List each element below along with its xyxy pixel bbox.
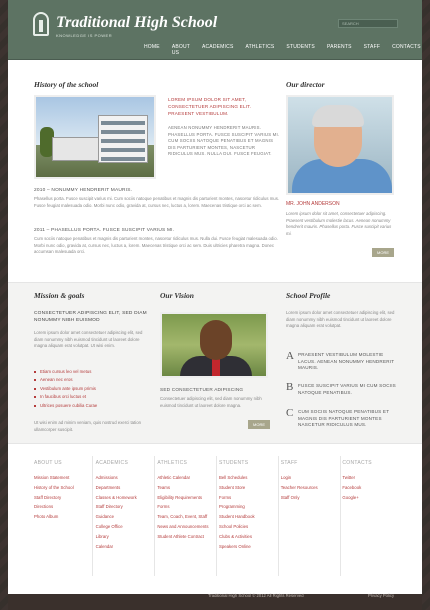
- footer-link[interactable]: Guidance: [95, 514, 115, 520]
- footer-link[interactable]: Eligibility Requirements: [157, 494, 203, 500]
- footer-link[interactable]: Admissions: [95, 475, 118, 480]
- history-lead: LOREM IPSUM DOLOR SIT AMET, CONSECTETUER ADIPISCING ELIT. PRAESENT VESTIBULUM.: [168, 97, 252, 116]
- footer-link[interactable]: Forms: [219, 494, 232, 500]
- site-header: [8, 0, 422, 60]
- footer-link[interactable]: Team, Coach, Event, Staff: [157, 514, 208, 520]
- mission-text: Lorem ipsum dolor amet consectetuer adipiscing elit, sed diam nonummy nibh euismod tincidunt ut laoreet dolore magna aliquam erat volutpat. Ut wisi enim.: [34, 330, 143, 349]
- footer-link[interactable]: History of the School: [34, 484, 74, 490]
- footer-col-about: [34, 460, 96, 551]
- footer-link[interactable]: Forms: [157, 504, 170, 510]
- news-text-2011: Cum sociis natoque penatibus et magnis dis parturient montes, nascetur ridiculus mus. Nulla dui. Fusce feugiat malesuada odio. Morbi nunc odio, gravida at, cursus nec, luctus a, lorem. Maecenas tristique orci ac sem. Duis ultricies pharetra magna. Donec accumsan malesuada orci.: [34, 236, 278, 255]
- nav-parents[interactable]: PARENTS: [326, 44, 352, 50]
- footer-col-title: STAFF: [280, 460, 298, 466]
- footer-link[interactable]: Twitter: [342, 475, 356, 480]
- footer-link[interactable]: Programming: [219, 504, 245, 510]
- site-slogan: KNOWLEDGE IS POWER: [56, 33, 113, 38]
- mission-list-item[interactable]: Aenean nec eros: [34, 376, 97, 384]
- footer-link[interactable]: Student Store: [219, 484, 246, 490]
- footer-link[interactable]: Speakers Online: [219, 543, 251, 549]
- mission-title: Mission & goals: [34, 291, 85, 300]
- news-heading-2011[interactable]: 2011 – PHASELLUS PORTA. FUSCE SUSCIPIT VARIUS MI.: [34, 228, 175, 233]
- footer-link[interactable]: Mission Statement: [34, 475, 70, 480]
- mission-list-item[interactable]: In faucibus orci luctus et: [34, 393, 97, 401]
- profile-letter: A: [286, 350, 294, 362]
- nav-athletics[interactable]: ATHLETICS: [245, 44, 275, 50]
- footer-link[interactable]: Teacher Resources: [280, 484, 318, 490]
- footer-link[interactable]: Login: [280, 475, 292, 480]
- footer-link[interactable]: Bell Schedules: [219, 475, 248, 480]
- profile-title: School Profile: [286, 291, 331, 300]
- school-building-image: [34, 95, 156, 179]
- footer-col-title: ACADEMICS: [95, 460, 129, 466]
- footer-col-academics: [96, 460, 158, 551]
- news-heading-2010[interactable]: 2010 – NONUMMY HENDRERIT MAURIS.: [34, 188, 133, 193]
- footer-link[interactable]: News and Announcements: [157, 523, 209, 529]
- building-tower-shape: [98, 115, 148, 163]
- footer-link[interactable]: Staff Only: [280, 494, 300, 500]
- vision-heading: SED CONSECTETUER ADIPISCING: [160, 387, 244, 392]
- footer-link[interactable]: Staff Directory: [34, 494, 62, 500]
- mission-heading: CONSECTETUER ADIPISCING ELIT, SED DIAM NONUMMY NIBH EUISMOD: [34, 311, 147, 323]
- nav-staff[interactable]: STAFF: [363, 44, 381, 50]
- profile-item-text: PRAESENT VESTIBULUM MOLESTIE LACUS. AENEAN NONUMMY HENDRERIT MAURIS.: [298, 352, 395, 371]
- director-text: Lorem ipsum dolor sit amet, consectetuer adipiscing. Praesent vestibulum molestie lacus. Aenean nonummy hendrerit mauris. Phasellus porta. Fusce suscipit varius mi.: [286, 211, 392, 236]
- footer-col-title: CONTACTS: [342, 460, 372, 466]
- footer-col-title: ABOUT US: [34, 460, 62, 466]
- vision-more-button[interactable]: MORE: [248, 420, 270, 429]
- footer-link[interactable]: Staff Directory: [95, 504, 123, 510]
- profile-item-text: FUSCE SUSCIPIT VARIUS MI CUM SOCIIS NATOQUE PENATIBUS.: [298, 383, 396, 395]
- mission-list-item[interactable]: Etiam cursus leo vel metus: [34, 368, 97, 376]
- privacy-policy-link[interactable]: Privacy Policy: [368, 593, 395, 598]
- profile-item-text: CUM SOCIIS NATOQUE PENATIBUS ET MAGNIS DIS PARTURIENT MONTES NASCETUR RIDICULUS MUS.: [298, 409, 390, 428]
- profile-text: Lorem ipsum dolor amet consectetuer adipiscing elit, sed diam nonummy nibh euismod tincidunt ut laoreet dolore magna aliquam erat volutpat.: [286, 310, 395, 329]
- news-text-2010: Phasellus porta. Fusce suscipit varius mi. Cum sociis natoque penatibus et magnis dis parturient montes, nascetur ridiculus mus. Fusce feugiat malesuada odio. Morbi nunc odio, gravida at, cursus nec, luctus a, lorem. Maecenas tristique orci ac sem.: [34, 196, 280, 208]
- school-logo-icon[interactable]: [33, 12, 49, 36]
- director-photo: [286, 95, 394, 195]
- director-name[interactable]: MR. JOHN ANDERSON: [286, 201, 340, 207]
- mission-list-item[interactable]: Vestibulum ante ipsum primis: [34, 385, 97, 393]
- footer-link[interactable]: Facebook: [342, 484, 362, 490]
- footer-col-contacts: [342, 460, 404, 551]
- history-intro: AENEAN NONUMMY HENDRERIT MAURIS. PHASELLUS PORTA. FUSCE SUSCIPIT VARIUS MI. CUM SOCIIS NATOQUE PENATIBUS ET MAGNIS DIS PARTURIENT MONTES, NASCETUR RIDICULUS MUS. NULLA DUI. FUSCE FEUGIAT.: [168, 125, 280, 157]
- mission-list-item[interactable]: Ultrices posuere cubilia Curae: [34, 402, 97, 410]
- footer-link[interactable]: Photo Album: [34, 514, 59, 520]
- footer-col-athletics: [157, 460, 219, 551]
- footer-link[interactable]: Google+: [342, 494, 359, 500]
- director-title: Our director: [286, 80, 325, 89]
- nav-home[interactable]: HOME: [144, 44, 160, 50]
- site-title[interactable]: Traditional High School: [56, 14, 218, 31]
- footer-link[interactable]: Athletic Calendar: [157, 475, 191, 480]
- footer-link[interactable]: Clubs & Activities: [219, 533, 252, 539]
- footer-link[interactable]: Departments: [95, 484, 121, 490]
- main-nav: [138, 44, 422, 56]
- footer-link[interactable]: Library: [95, 533, 109, 539]
- profile-letter: C: [286, 407, 294, 419]
- footer-col-students: [219, 460, 281, 551]
- footer-link[interactable]: Calendar: [95, 543, 114, 549]
- footer-col-title: ATHLETICS: [157, 460, 188, 466]
- mission-footer-text: Ut wisi enim ad minim veniam, quis nostrud exerci tation ullamcorper suscipit.: [34, 420, 141, 432]
- vision-title: Our Vision: [160, 291, 194, 300]
- building-wing-shape: [52, 137, 102, 161]
- copyright-text: Traditional High School © 2012 All Rights Reserved: [208, 593, 304, 598]
- footer-columns: [34, 460, 404, 551]
- page-container: [8, 0, 422, 594]
- footer-link[interactable]: Student Athlete Contract: [157, 533, 204, 539]
- history-title: History of the school: [34, 80, 99, 89]
- footer-col-title: STUDENTS: [219, 460, 249, 466]
- director-more-button[interactable]: MORE: [372, 248, 394, 257]
- footer-link[interactable]: Directions: [34, 504, 54, 510]
- vision-photo: [160, 312, 268, 378]
- footer-link[interactable]: Student Handbook: [219, 514, 255, 520]
- bottom-bar: [8, 594, 422, 610]
- footer-link[interactable]: Classes & Homework: [95, 494, 137, 500]
- profile-letter: B: [286, 381, 294, 393]
- nav-contacts[interactable]: CONTACTS: [392, 44, 421, 50]
- footer-col-staff: [281, 460, 343, 551]
- nav-academics[interactable]: ACADEMICS: [201, 44, 234, 50]
- footer-link[interactable]: Teams: [157, 484, 170, 490]
- nav-students[interactable]: STUDENTS: [286, 44, 315, 50]
- footer-link[interactable]: School Policies: [219, 523, 249, 529]
- search-input[interactable]: SEARCH: [338, 19, 398, 28]
- footer-link[interactable]: College Office: [95, 523, 123, 529]
- mission-list: [34, 368, 97, 410]
- vision-text: Consectetuer adipiscing elit, sed diam nonummy nibh euismod tincidunt ut laoreet dolore magna.: [160, 396, 262, 408]
- nav-about-us[interactable]: ABOUT US: [171, 44, 190, 56]
